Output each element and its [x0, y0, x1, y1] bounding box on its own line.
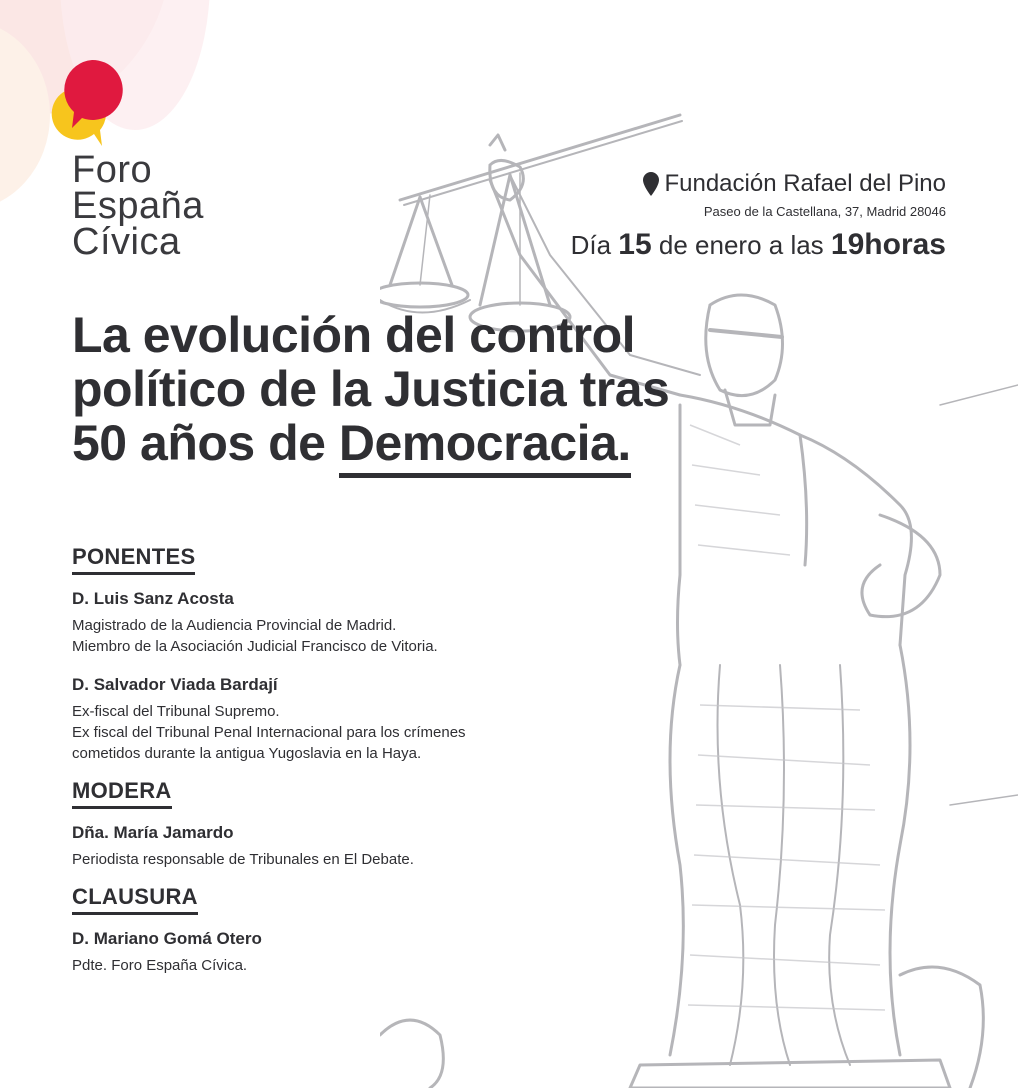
speaker-role: Periodista responsable de Tribunales en El Debate. — [72, 851, 414, 868]
event-day: 15 — [618, 228, 652, 261]
speech-bubbles-icon — [44, 58, 128, 148]
logo-line: España — [72, 185, 204, 227]
speaker-role: Miembro de la Asociación Judicial Francisco de Vitoria. — [72, 638, 438, 655]
speaker-role: cometidos durante la antigua Yugoslavia en la Haya. — [72, 745, 422, 762]
speaker-role: Magistrado de la Audiencia Provincial de Madrid. — [72, 617, 397, 634]
logo-line: Cívica — [72, 221, 181, 263]
event-title — [72, 308, 712, 470]
logo-line: Foro — [72, 149, 153, 191]
speaker-role: Ex fiscal del Tribunal Penal Internacional para los crímenes — [72, 724, 466, 741]
venue-name: Fundación Rafael del Pino — [664, 170, 946, 197]
event-title-emphasis: Democracia. — [339, 415, 631, 478]
section-heading-clausura: CLAUSURA — [72, 884, 198, 915]
event-prefix: Día — [570, 230, 612, 260]
venue-name-row — [642, 170, 946, 198]
event-datetime — [571, 228, 946, 262]
logo-wordmark — [72, 149, 204, 263]
program — [72, 544, 632, 976]
section-heading-ponentes: PONENTES — [72, 544, 195, 575]
venue-block — [642, 170, 946, 219]
speaker-name: D. Mariano Gomá Otero — [72, 929, 262, 948]
event-middle: de enero a las — [658, 230, 824, 260]
event-title-main: La evolución del control político de la Justicia tras 50 años de — [72, 307, 670, 471]
event-hour: 19horas — [830, 228, 946, 261]
speaker-name: D. Luis Sanz Acosta — [72, 589, 234, 608]
section-heading-modera: MODERA — [72, 778, 172, 809]
speaker-role: Ex-fiscal del Tribunal Supremo. — [72, 703, 280, 720]
speaker-name: D. Salvador Viada Bardají — [72, 675, 278, 694]
speaker-role: Pdte. Foro España Cívica. — [72, 957, 248, 974]
location-pin-icon — [642, 171, 660, 197]
speaker-name: Dña. María Jamardo — [72, 823, 234, 842]
venue-address: Paseo de la Castellana, 37, Madrid 28046 — [703, 204, 946, 219]
